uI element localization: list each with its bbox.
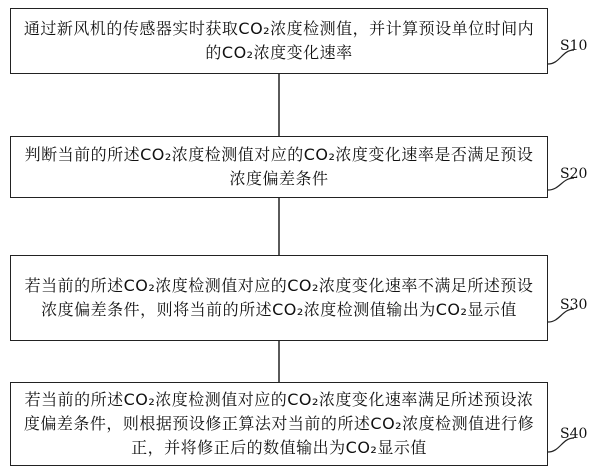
step-box-s10 <box>10 8 548 74</box>
step-box-s30 <box>10 255 548 341</box>
step-label-s10: S10 <box>560 38 588 54</box>
step-text-s20: 判断当前的所述CO₂浓度检测值对应的CO₂浓度变化速率是否满足预设浓度偏差条件 <box>24 145 534 188</box>
step-label-s30: S30 <box>560 297 588 313</box>
step-text-s40: 若当前的所述CO₂浓度检测值对应的CO₂浓度变化速率满足所述预设浓度偏差条件，则根据预设修正算法对当前的所述CO₂浓度检测值进行修正，并将修正后的数值输出为CO₂显示值 <box>23 390 535 457</box>
step-text-s10: 通过新风机的传感器实时获取CO₂浓度检测值，并计算预设单位时间内的CO₂浓度变化速率 <box>23 19 535 62</box>
step-text-s30: 若当前的所述CO₂浓度检测值对应的CO₂浓度变化速率不满足所述预设浓度偏差条件，则将当前的所述CO₂浓度检测值输出为CO₂显示值 <box>24 276 534 319</box>
step-box-s40 <box>10 382 548 466</box>
step-box-s20 <box>10 136 548 198</box>
step-label-s40: S40 <box>560 426 588 442</box>
step-label-s20: S20 <box>560 166 588 182</box>
